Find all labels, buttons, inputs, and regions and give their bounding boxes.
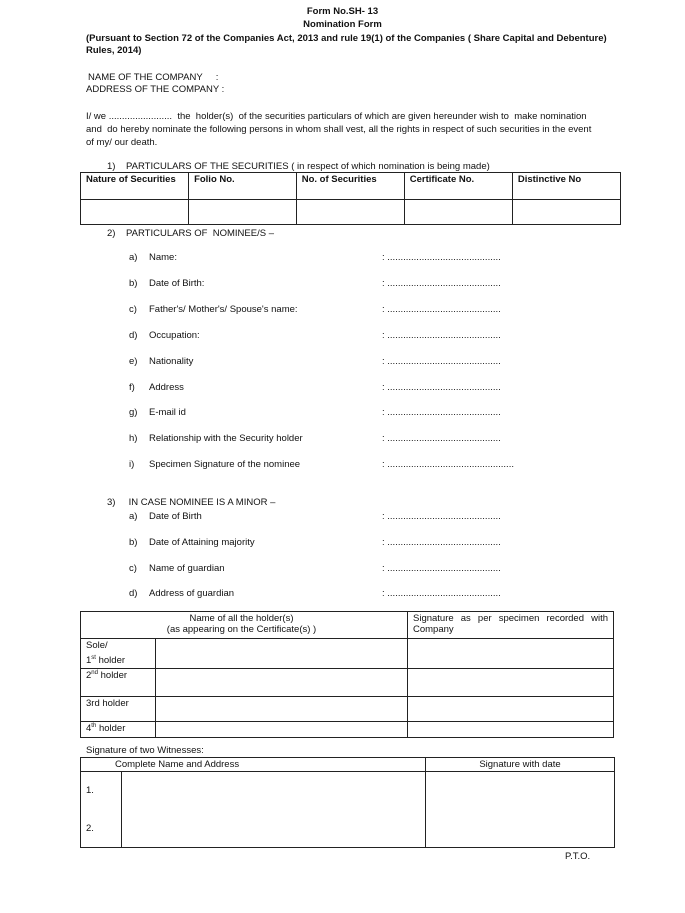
nominee-relationship-field[interactable]: : ........................................... (382, 433, 501, 444)
second-holder-label: 2nd holder (81, 669, 156, 697)
third-holder-label: 3rd holder (81, 697, 156, 722)
nominee-name-label: Name: (149, 252, 177, 263)
fourth-holder-signature-cell[interactable] (408, 722, 614, 738)
guardian-address-field[interactable]: : ........................................... (382, 588, 501, 599)
nominee-name-row: a) Name: : ........................................... (129, 252, 501, 263)
nominee-dob-field[interactable]: : ........................................... (382, 278, 501, 289)
company-name-label: NAME OF THE COMPANY : (88, 72, 219, 83)
section1-heading: 1) PARTICULARS OF THE SECURITIES ( in respect of which nomination is being made) (107, 161, 490, 172)
col-distinctive: Distinctive No (512, 173, 620, 200)
third-holder-signature-cell[interactable] (408, 697, 614, 722)
first-holder-signature-cell[interactable] (408, 639, 614, 669)
col-certificate: Certificate No. (404, 173, 512, 200)
form-title: Nomination Form (303, 19, 382, 30)
col-folio: Folio No. (189, 173, 297, 200)
nominee-signature-label: Specimen Signature of the nominee (149, 459, 301, 470)
guardian-address-row: d) Address of guardian : ........................................... (129, 588, 501, 599)
minor-majority-field[interactable]: : ........................................... (382, 537, 501, 548)
minor-dob-label: Date of Birth (149, 511, 202, 522)
cell-num-securities-input[interactable] (296, 200, 404, 225)
first-holder-label: Sole/ 1st holder (81, 639, 156, 669)
pursuant-line-2: Rules, 2014) (86, 45, 142, 56)
nominee-nationality-row: e) Nationality : ........................................... (129, 356, 501, 367)
cell-certificate-input[interactable] (404, 200, 512, 225)
nominee-signature-row: i) Specimen Signature of the nominee : ................................................ (129, 459, 514, 470)
holders-name-header: Name of all the holder(s) (as appearing on the Certificate(s) ) (81, 612, 408, 639)
witness-1-number: 1. (81, 772, 122, 810)
securities-table (80, 172, 621, 225)
nominee-parent-field[interactable]: : ........................................... (382, 304, 501, 315)
nominee-parent-label: Father's/ Mother's/ Spouse's name: (149, 304, 298, 315)
cell-distinctive-input[interactable] (512, 200, 620, 225)
witness-name-cell[interactable] (122, 772, 426, 848)
intro-line-3: of my/ our death. (86, 137, 158, 148)
witnesses-heading: Signature of two Witnesses: (86, 745, 204, 756)
form-number: Form No.SH- 13 (306, 6, 379, 17)
witness-signature-cell[interactable] (426, 772, 615, 848)
cell-folio-input[interactable] (189, 200, 297, 225)
nominee-email-label: E-mail id (149, 407, 186, 418)
nominee-email-row: g) E-mail id : ........................................... (129, 407, 501, 418)
nominee-occupation-label: Occupation: (149, 330, 200, 341)
minor-majority-row: b) Date of Attaining majority : ........................................... (129, 537, 501, 548)
guardian-name-row: c) Name of guardian : ........................................... (129, 563, 501, 574)
guardian-name-field[interactable]: : ........................................... (382, 563, 501, 574)
pursuant-line-1: (Pursuant to Section 72 of the Companies Act, 2013 and rule 19(1) of the Companies ( Share Capital and Debenture) (86, 33, 607, 44)
cell-nature-input[interactable] (81, 200, 189, 225)
nominee-address-field[interactable]: : ........................................... (382, 382, 501, 393)
nominee-parent-row: c) Father's/ Mother's/ Spouse's name: : ........................................... (129, 304, 501, 315)
pto-text: P.T.O. (565, 851, 591, 862)
nominee-name-field[interactable]: : ........................................... (382, 252, 501, 263)
witness-2-number: 2. (81, 810, 122, 848)
nominee-relationship-row: h) Relationship with the Security holder : ........................................... (129, 433, 501, 444)
nominee-dob-label: Date of Birth: (149, 278, 205, 289)
intro-line-1: I/ we ........................ the holder(s) of the securities particulars of which are given hereunder wish to make nomination (86, 111, 587, 122)
fourth-holder-name-cell[interactable] (156, 722, 408, 738)
holders-table (80, 611, 614, 738)
witness-signature-header: Signature with date (426, 758, 615, 772)
nominee-address-row: f) Address : ........................................... (129, 382, 501, 393)
nominee-occupation-row: d) Occupation: : ........................................... (129, 330, 501, 341)
first-holder-name-cell[interactable] (156, 639, 408, 669)
guardian-name-label: Name of guardian (149, 563, 225, 574)
nominee-email-field[interactable]: : ........................................... (382, 407, 501, 418)
nominee-occupation-field[interactable]: : ........................................... (382, 330, 501, 341)
nominee-address-label: Address (149, 382, 184, 393)
company-address-label: ADDRESS OF THE COMPANY : (86, 84, 225, 95)
guardian-address-label: Address of guardian (149, 588, 235, 599)
witness-name-header: Complete Name and Address (81, 758, 426, 772)
col-nature: Nature of Securities (81, 173, 189, 200)
intro-line-2: and do hereby nominate the following persons in whom shall vest, all the rights in respect of such securities in the event (86, 124, 592, 135)
second-holder-name-cell[interactable] (156, 669, 408, 697)
col-num-securities: No. of Securities (296, 173, 404, 200)
section2-heading: 2) PARTICULARS OF NOMINEE/S – (107, 228, 274, 239)
minor-dob-field[interactable]: : ........................................... (382, 511, 501, 522)
nominee-nationality-field[interactable]: : ........................................... (382, 356, 501, 367)
nominee-relationship-label: Relationship with the Security holder (149, 433, 303, 444)
minor-majority-label: Date of Attaining majority (149, 537, 255, 548)
section3-heading: 3) IN CASE NOMINEE IS A MINOR – (107, 497, 276, 508)
nominee-nationality-label: Nationality (149, 356, 194, 367)
holders-signature-header: Signature as per specimen recorded with Company (408, 612, 614, 639)
second-holder-signature-cell[interactable] (408, 669, 614, 697)
third-holder-name-cell[interactable] (156, 697, 408, 722)
minor-dob-row: a) Date of Birth : ........................................... (129, 511, 501, 522)
nominee-dob-row: b) Date of Birth: : ........................................... (129, 278, 501, 289)
nominee-signature-field[interactable]: : ................................................ (382, 459, 514, 470)
fourth-holder-label: 4th holder (81, 722, 156, 738)
witnesses-table (80, 757, 615, 848)
